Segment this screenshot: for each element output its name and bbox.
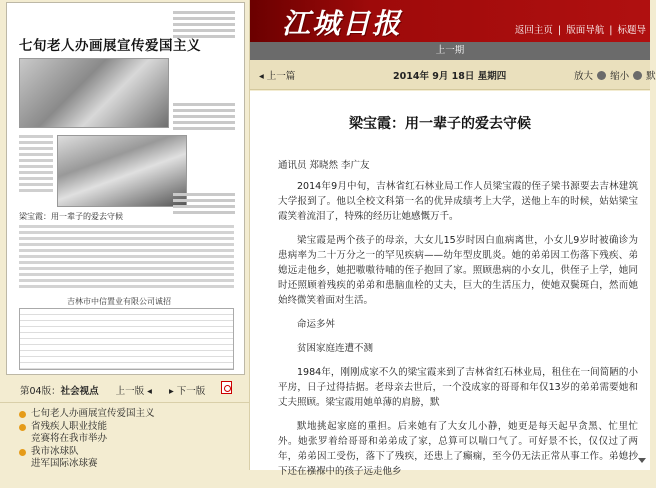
page-label: 第04版： <box>20 386 61 397</box>
page-nav-link[interactable]: 版面导航 <box>566 25 605 36</box>
article-list-item[interactable]: 省残疾人职业技能 <box>0 421 250 434</box>
article-list-item-continued[interactable]: 进军国际冰球赛 <box>31 458 98 469</box>
article-list-item[interactable]: 七旬老人办画展宣传爱国主义 <box>0 408 250 421</box>
next-page-link[interactable]: ▸ 下一版 <box>168 386 206 397</box>
article-byline: 通讯员 郑晓然 李广友 <box>278 160 370 171</box>
article-panel <box>250 91 650 477</box>
date-bar <box>250 60 656 90</box>
page-section: 社会视点 <box>60 386 99 397</box>
bullet-icon <box>19 411 26 418</box>
thumbnail-photo <box>19 58 169 128</box>
thumbnail-side-text <box>173 103 235 143</box>
scroll-down-icon[interactable] <box>638 458 646 463</box>
page-navigation <box>20 383 205 397</box>
article-paragraph: 默地挑起家庭的重担。后来她有了大女儿小静，她更是每天起早贪黑、忙里忙外。她张罗着给哥哥和弟弟成了家，总算可以喘口气了。可好景不长，仅仅过了两年，弟弟因工受伤，落下了残疾，还患上了癫痫，至今仍无法正常从事工作。弟媳抄下还在襁褓中的孩子远走他乡 <box>278 421 638 477</box>
thumbnail-sub-headline[interactable]: 梁宝霞：用一辈子的爱去守候 <box>19 212 123 221</box>
prev-issue-link[interactable]: 上一期 <box>435 45 465 56</box>
left-panel <box>0 0 250 470</box>
zoom-default-button[interactable]: 默 <box>646 71 656 82</box>
article-title: 梁宝霞：用一辈子的爱去守候 <box>349 116 531 132</box>
article-list-item[interactable]: 我市冰球队 <box>0 446 250 459</box>
prev-article-link[interactable]: ◂ 上一篇 <box>259 71 296 82</box>
bullet-icon <box>19 424 26 431</box>
article-paragraph: 梁宝霞是两个孩子的母亲，大女儿15岁时因白血病离世，小女儿9岁时被确诊为患病率为二十万分之一的罕见疾病——幼年型皮肌炎。她的弟弟因工伤落下残疾、弟媳远走他乡，她把嗷嗷待哺的侄子抱回了家。照顾患病的小女儿，供侄子上学，她同时还照顾着残疾的弟弟和患脑血栓的丈夫，巨大的生活压力，使她双鬓斑白，然而她始终微笑着面对生活。 <box>278 235 638 306</box>
pdf-icon[interactable] <box>221 381 232 394</box>
prev-page-link[interactable]: 上一版 ◂ <box>115 386 152 397</box>
article-paragraph: 2014年9月中旬，吉林省红石林业局工作人员梁宝霞的侄子梁书源要去吉林建筑大学报到了。他以全校文科第一名的优异成绩考上大学，送他上车的时候，姑姑梁宝霞笑着流泪了，特殊的经历让她感慨万千。 <box>278 181 638 222</box>
thumbnail-article-text <box>19 225 234 291</box>
zoom-out-icon[interactable] <box>633 71 642 80</box>
prev-issue-bar[interactable] <box>250 42 650 60</box>
home-link[interactable]: 返回主页 <box>514 25 553 36</box>
article-paragraph: 1984年，刚刚成家不久的梁宝霞来到了吉林省红石林业局，租住在一间简陋的小平房，日子过得拮据。老母亲去世后，一个没成家的哥哥和年仅13岁的弟弟需要她和丈夫照顾。梁宝霞用她单薄的肩膀，默 <box>278 367 638 408</box>
article-subheading: 命运多舛 <box>297 319 336 330</box>
thumbnail-ad-table <box>19 308 234 370</box>
thumbnail-side-text <box>173 11 235 51</box>
issue-date: 2014年 9月 18日 星期四 <box>393 71 507 82</box>
right-panel <box>250 0 656 477</box>
thumbnail-photo <box>57 135 187 207</box>
article-subheading: 贫困家庭连遭不测 <box>297 343 374 354</box>
zoom-in-icon[interactable] <box>597 71 606 80</box>
zoom-controls <box>574 68 656 82</box>
header-banner <box>250 0 650 42</box>
zoom-out-button[interactable]: 缩小 <box>610 71 630 82</box>
newspaper-logo[interactable]: 江城日报 <box>282 7 403 40</box>
article-body <box>278 179 638 488</box>
top-navigation: 返回主页 | 版面导航 | 标题导 <box>514 25 646 36</box>
thumbnail-headline[interactable]: 七旬老人办画展宣传爱国主义 <box>19 38 201 54</box>
title-nav-link[interactable]: 标题导 <box>617 25 646 36</box>
page-thumbnail[interactable] <box>6 2 245 375</box>
article-list-item-continued[interactable]: 竞赛将在我市举办 <box>31 433 108 444</box>
bullet-icon <box>19 449 26 456</box>
thumbnail-column-text <box>19 135 53 195</box>
zoom-in-button[interactable]: 放大 <box>574 71 594 82</box>
article-list <box>0 402 250 470</box>
thumbnail-ad-title: 吉林市中信置业有限公司诚招 <box>67 297 171 306</box>
